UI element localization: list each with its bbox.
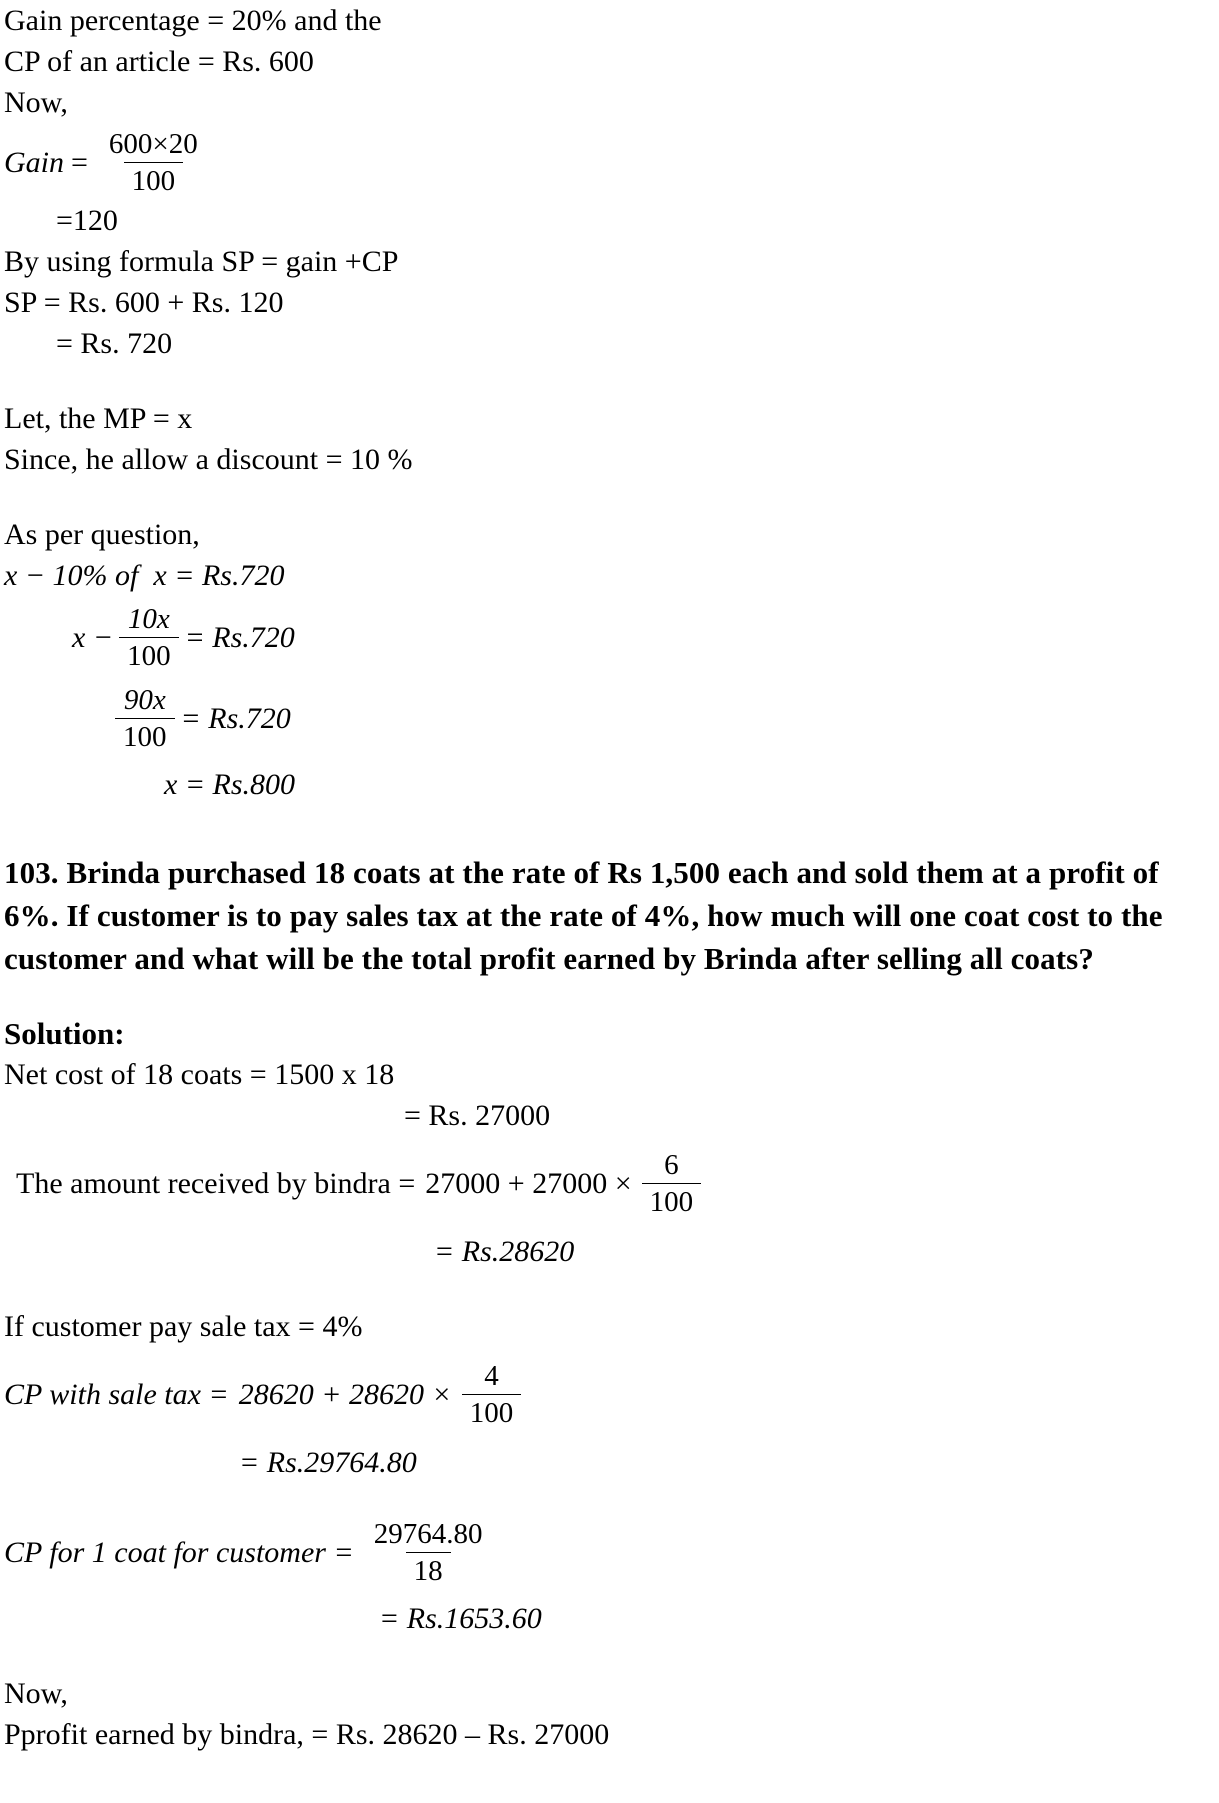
spacer <box>4 1272 1211 1306</box>
fraction-denominator: 100 <box>119 637 179 673</box>
previous-solution-block <box>4 0 1211 805</box>
cp-with-tax-row <box>4 1359 1211 1430</box>
fraction <box>462 1359 522 1430</box>
text-line: SP = Rs. 600 + Rs. 120 <box>4 286 284 319</box>
gain-label: Gain <box>4 145 64 179</box>
question-heading: 103. Brinda purchased 18 coats at the rate of Rs 1,500 each and sold them at a profit of 6%. If customer is to pay sales tax at the rate of 4%, how much will one coat cost to the customer and what will be the total profit earned by Brinda after selling all coats? <box>4 855 1163 976</box>
equation-2 <box>4 602 1211 673</box>
text-line: As per question, <box>4 518 200 551</box>
text-line: By using formula SP = gain +CP <box>4 245 399 278</box>
spacer <box>4 1639 1211 1673</box>
spacer <box>4 480 1211 514</box>
spacer <box>4 1483 1211 1517</box>
equals-sign: = <box>71 145 88 179</box>
fraction-numerator: 4 <box>484 1360 499 1392</box>
equation-3 <box>4 683 1211 754</box>
fraction <box>366 1517 491 1588</box>
cp-one-coat-label: CP for 1 coat for customer = <box>4 1535 354 1569</box>
sp-result: = Rs. 720 <box>56 327 173 360</box>
spacer <box>4 364 1211 398</box>
solution-heading: Solution: <box>4 1016 125 1051</box>
fraction <box>115 683 175 754</box>
fraction-denominator: 100 <box>642 1183 702 1219</box>
cp-with-tax-label: CP with sale tax = <box>4 1377 229 1411</box>
equation-rhs: = Rs.720 <box>180 701 291 735</box>
amount-received-label: The amount received by bindra = <box>16 1166 416 1200</box>
text-line: CP of an article = Rs. 600 <box>4 45 314 78</box>
fraction-numerator: 10x <box>127 603 170 635</box>
cp-with-tax-result: = Rs.29764.80 <box>239 1446 417 1479</box>
cp-with-tax-expression: 28620 + 28620 × <box>238 1377 452 1411</box>
equation-rhs: = Rs.720 <box>184 620 295 654</box>
cp-one-coat-row <box>4 1517 1211 1588</box>
spacer <box>4 980 1211 1014</box>
gain-formula <box>4 127 1211 198</box>
text-line: Net cost of 18 coats = 1500 x 18 <box>4 1058 395 1091</box>
equation-4: x = Rs.800 <box>164 768 296 801</box>
text-line: Since, he allow a discount = 10 % <box>4 443 413 476</box>
amount-received-result: = Rs.28620 <box>434 1235 575 1268</box>
amount-received-expression: 27000 + 27000 × <box>425 1166 632 1200</box>
text-line: Now, <box>4 1677 68 1710</box>
fraction <box>101 127 206 198</box>
fraction-denominator: 100 <box>115 718 175 754</box>
text-line: If customer pay sale tax = 4% <box>4 1310 363 1343</box>
fraction-numerator: 6 <box>664 1149 679 1181</box>
fraction-denominator: 18 <box>406 1552 451 1588</box>
equation-1: x − 10% of x = Rs.720 <box>4 559 285 592</box>
amount-received-row <box>4 1148 1211 1219</box>
cp-one-coat-result: = Rs.1653.60 <box>379 1602 542 1635</box>
fraction-numerator: 90x <box>123 684 166 716</box>
fraction-numerator: 600×20 <box>108 128 198 160</box>
text-line: Let, the MP = x <box>4 402 193 435</box>
fraction-denominator: 100 <box>124 162 184 198</box>
profit-line: Pprofit earned by bindra, = Rs. 28620 – Rs. 27000 <box>4 1718 610 1751</box>
gain-result: =120 <box>56 204 118 237</box>
text-line: = Rs. 27000 <box>404 1099 551 1132</box>
fraction-numerator: 29764.80 <box>373 1518 483 1550</box>
text-line: Gain percentage = 20% and the <box>4 4 382 37</box>
fraction <box>119 602 179 673</box>
fraction <box>642 1148 702 1219</box>
text-line: Now, <box>4 86 68 119</box>
equation-lhs: x − <box>72 620 114 654</box>
fraction-denominator: 100 <box>462 1394 522 1430</box>
spacer <box>4 805 1211 851</box>
